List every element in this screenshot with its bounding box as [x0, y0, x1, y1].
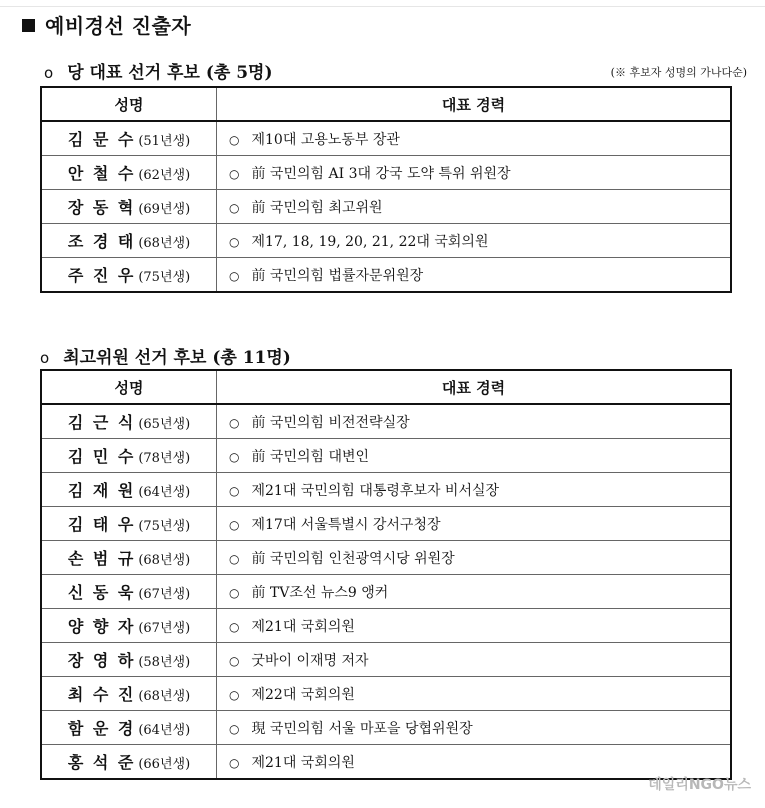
sort-note: (※ 후보자 성명의 가나다순)	[610, 66, 747, 79]
table-row	[41, 121, 731, 156]
career-cell	[217, 121, 732, 156]
career-text: 굿바이 이재명 저자	[251, 652, 369, 669]
candidate-name: 김 문 수	[67, 130, 136, 149]
career-text: 前 국민의힘 최고위원	[251, 199, 383, 216]
birth-year: (68년생)	[138, 553, 191, 568]
circle-bullet-icon: ○	[229, 721, 240, 736]
table-row	[41, 156, 731, 190]
table-row	[41, 224, 731, 258]
career-text: 前 국민의힘 인천광역시당 위원장	[251, 550, 455, 567]
candidate-name: 안 철 수	[67, 164, 136, 183]
birth-year: (62년생)	[138, 168, 191, 183]
square-bullet-icon	[22, 19, 35, 32]
council-candidates-table	[40, 369, 732, 780]
career-text: 제21대 국회의원	[251, 754, 355, 771]
candidate-cell	[41, 439, 217, 473]
birth-year: (65년생)	[138, 417, 191, 432]
circle-bullet-icon: ○	[229, 449, 240, 464]
career-cell	[217, 473, 732, 507]
candidate-cell	[41, 609, 217, 643]
page-title	[22, 10, 191, 39]
career-text: 제21대 국회의원	[251, 618, 355, 635]
circle-bullet-icon: ○	[229, 234, 240, 249]
career-text: 前 국민의힘 AI 3대 강국 도약 특위 위원장	[251, 165, 511, 182]
circle-bullet-icon: ○	[229, 200, 240, 215]
circle-bullet-icon: ○	[229, 755, 240, 770]
section-title-text: 최고위원 선거 후보 (총 11명)	[63, 348, 291, 368]
candidate-name: 홍 석 준	[67, 753, 136, 772]
career-text: 제10대 고용노동부 장관	[251, 131, 400, 148]
circle-bullet-icon: ○	[229, 415, 240, 430]
candidate-name: 장 동 혁	[67, 198, 136, 217]
circle-bullet-icon: ○	[229, 132, 240, 147]
candidate-name: 김 민 수	[67, 447, 136, 466]
career-cell	[217, 224, 732, 258]
circle-bullet-icon: ○	[229, 551, 240, 566]
birth-year: (58년생)	[138, 655, 191, 670]
circle-bullet-icon: ○	[229, 619, 240, 634]
table-row	[41, 190, 731, 224]
candidate-name: 함 운 경	[67, 719, 136, 738]
section-title-text: 당 대표 선거 후보 (총 5명)	[67, 63, 273, 83]
table-header-row	[41, 87, 731, 121]
circle-bullet-icon: ○	[229, 166, 240, 181]
header-career: 대표 경력	[217, 87, 732, 121]
career-cell	[217, 258, 732, 293]
table-row	[41, 541, 731, 575]
leader-candidates-table	[40, 86, 732, 293]
candidate-name: 주 진 우	[67, 266, 136, 285]
watermark: 데일리NGO뉴스	[648, 777, 751, 793]
candidate-name: 신 동 욱	[67, 583, 136, 602]
page-title-text: 예비경선 진출자	[45, 14, 192, 38]
section-bullet-icon: o	[40, 349, 50, 367]
birth-year: (67년생)	[138, 587, 191, 602]
section-bullet-icon: o	[44, 64, 54, 82]
candidate-cell	[41, 404, 217, 439]
table-row	[41, 643, 731, 677]
table-row	[41, 258, 731, 293]
career-cell	[217, 609, 732, 643]
career-text: 前 TV조선 뉴스9 앵커	[251, 584, 389, 601]
career-cell	[217, 677, 732, 711]
birth-year: (68년생)	[138, 689, 191, 704]
table-row	[41, 507, 731, 541]
candidate-cell	[41, 643, 217, 677]
candidate-cell	[41, 575, 217, 609]
leader-table-body	[41, 121, 731, 292]
career-cell	[217, 507, 732, 541]
candidate-cell	[41, 745, 217, 780]
top-divider	[0, 6, 765, 7]
career-text: 제22대 국회의원	[251, 686, 355, 703]
career-text: 제21대 국민의힘 대통령후보자 비서실장	[251, 482, 500, 499]
birth-year: (75년생)	[138, 519, 191, 534]
birth-year: (78년생)	[138, 451, 191, 466]
circle-bullet-icon: ○	[229, 483, 240, 498]
career-text: 제17, 18, 19, 20, 21, 22대 국회의원	[251, 233, 489, 250]
table-row	[41, 711, 731, 745]
candidate-cell	[41, 190, 217, 224]
council-table-body	[41, 404, 731, 779]
candidate-cell	[41, 541, 217, 575]
career-cell	[217, 404, 732, 439]
section-title-council	[40, 343, 291, 368]
career-cell	[217, 439, 732, 473]
birth-year: (64년생)	[138, 485, 191, 500]
candidate-cell	[41, 121, 217, 156]
table-row	[41, 473, 731, 507]
birth-year: (69년생)	[138, 202, 191, 217]
header-career: 대표 경력	[217, 370, 732, 404]
birth-year: (75년생)	[138, 270, 191, 285]
career-text: 제17대 서울특별시 강서구청장	[251, 516, 441, 533]
birth-year: (51년생)	[138, 134, 191, 149]
candidate-cell	[41, 507, 217, 541]
career-cell	[217, 711, 732, 745]
table-header-row	[41, 370, 731, 404]
table-row	[41, 745, 731, 780]
career-text: 前 국민의힘 대변인	[251, 448, 370, 465]
table-row	[41, 609, 731, 643]
candidate-cell	[41, 473, 217, 507]
circle-bullet-icon: ○	[229, 653, 240, 668]
career-cell	[217, 190, 732, 224]
candidate-name: 김 태 우	[67, 515, 136, 534]
career-cell	[217, 156, 732, 190]
candidate-cell	[41, 156, 217, 190]
section-title-leader	[44, 58, 273, 83]
birth-year: (66년생)	[138, 757, 191, 772]
candidate-name: 최 수 진	[67, 685, 136, 704]
candidate-name: 장 영 하	[67, 651, 136, 670]
candidate-name: 손 범 규	[67, 549, 136, 568]
table-row	[41, 404, 731, 439]
career-text: 前 국민의힘 비전전략실장	[251, 414, 410, 431]
candidate-name: 김 근 식	[67, 413, 136, 432]
table-row	[41, 439, 731, 473]
candidate-cell	[41, 258, 217, 293]
candidate-cell	[41, 224, 217, 258]
career-text: 現 국민의힘 서울 마포을 당협위원장	[251, 720, 473, 737]
candidate-cell	[41, 711, 217, 745]
birth-year: (68년생)	[138, 236, 191, 251]
circle-bullet-icon: ○	[229, 517, 240, 532]
circle-bullet-icon: ○	[229, 585, 240, 600]
birth-year: (67년생)	[138, 621, 191, 636]
candidate-cell	[41, 677, 217, 711]
candidate-name: 양 향 자	[67, 617, 136, 636]
career-cell	[217, 575, 732, 609]
birth-year: (64년생)	[138, 723, 191, 738]
header-name: 성명	[41, 87, 217, 121]
circle-bullet-icon: ○	[229, 268, 240, 283]
candidate-name: 김 재 원	[67, 481, 136, 500]
table-row	[41, 575, 731, 609]
candidate-name: 조 경 태	[67, 232, 136, 251]
career-cell	[217, 643, 732, 677]
table-row	[41, 677, 731, 711]
career-text: 前 국민의힘 법률자문위원장	[251, 267, 424, 284]
career-cell	[217, 541, 732, 575]
header-name: 성명	[41, 370, 217, 404]
circle-bullet-icon: ○	[229, 687, 240, 702]
